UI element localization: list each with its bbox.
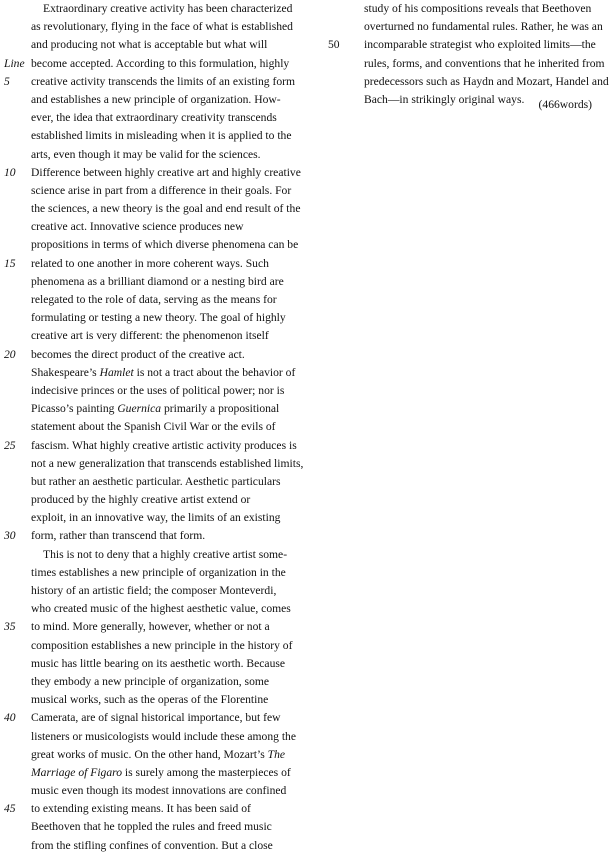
line-text-run: related to one another in more coherent ways. Such: [31, 256, 269, 270]
line-text-run: form, rather than transcend that form.: [31, 529, 206, 543]
passage-line: [0, 782, 330, 800]
line-text: [31, 255, 269, 273]
line-text-run: overturned no fundamental rules. Rather, he was an: [364, 20, 603, 34]
line-text-run: science arise in part from a difference in their goals. For: [31, 183, 292, 197]
line-text: [31, 637, 292, 655]
line-text-run: not a new generalization that transcends established limits,: [31, 456, 304, 470]
passage-line: [0, 309, 330, 327]
word-count: (466words): [538, 98, 592, 111]
line-text-run: incomparable strategist who exploited limits—the: [364, 38, 596, 52]
italic-title: Guernica: [117, 402, 162, 416]
line-text-run: Beethoven that he toppled the rules and freed music: [31, 820, 272, 834]
line-text: [31, 18, 293, 36]
line-text: [31, 291, 277, 309]
passage-line: [0, 600, 330, 618]
line-text-run: Shakespeare’s: [31, 365, 100, 379]
line-text: [31, 218, 243, 236]
line-text-run: is not a tract about the behavior of: [133, 365, 296, 379]
line-text: [364, 0, 591, 18]
passage-line: [0, 582, 330, 600]
line-text: [31, 109, 277, 127]
line-text-run: but rather an aesthetic particular. Aesthetic particulars: [31, 474, 281, 488]
passage-line: [0, 764, 330, 782]
passage-line: [0, 637, 330, 655]
line-text: [31, 600, 291, 618]
line-text-run: as revolutionary, flying in the face of what is established: [31, 20, 293, 34]
passage-line: [0, 655, 330, 673]
line-text-run: history of an artistic field; the composer Monteverdi,: [31, 584, 277, 597]
passage-line: [0, 546, 330, 564]
passage-line: [0, 327, 330, 345]
line-text: [31, 200, 300, 218]
line-text-run: Extraordinary creative activity has been characterized: [43, 2, 293, 15]
passage-line: [0, 473, 330, 491]
line-text: [364, 36, 596, 54]
passage-line: [0, 418, 330, 436]
passage-line: [0, 564, 330, 582]
line-text: [31, 655, 285, 673]
passage-line: [0, 673, 330, 691]
line-number: 5: [4, 74, 10, 88]
passage-line: [0, 291, 330, 309]
passage-line: [0, 346, 330, 364]
line-text: [31, 327, 269, 345]
line-text: [31, 400, 279, 418]
passage-line: [0, 182, 330, 200]
line-text: [31, 346, 245, 364]
line-text: [31, 527, 205, 545]
line-text-run: become accepted. According to this formulation, highly: [31, 56, 290, 70]
passage-line: [0, 382, 330, 400]
line-text-run: rules, forms, and conventions that he inherited from: [364, 56, 605, 70]
line-text: [31, 764, 291, 782]
passage-line: [322, 55, 616, 73]
passage-line: [0, 127, 330, 145]
line-text-run: great works of music. On the other hand, Mozart’s: [31, 747, 268, 761]
line-text: [31, 36, 267, 54]
line-text: [31, 127, 292, 145]
line-text: [31, 418, 276, 436]
passage-line: [322, 18, 616, 36]
passage-line: [0, 18, 330, 36]
passage-line: [0, 837, 330, 855]
passage-line: [0, 255, 330, 273]
line-text: [31, 309, 286, 327]
line-text: [31, 691, 268, 709]
line-number: 40: [4, 711, 16, 725]
line-text-run: creative activity transcends the limits of an existing form: [31, 74, 296, 88]
line-text: [31, 546, 287, 564]
passage-line: [322, 0, 616, 18]
line-text-run: and producing not what is acceptable but what will: [31, 38, 268, 52]
line-text-run: predecessors such as Haydn and Mozart, Handel and: [364, 74, 609, 88]
line-text: [31, 236, 298, 254]
line-text-run: arts, even though it may be valid for the sciences.: [31, 147, 261, 161]
line-text-run: Camerata, are of signal historical importance, but few: [31, 711, 281, 725]
passage-line: [0, 36, 330, 54]
line-text-run: is surely among the masterpieces of: [122, 765, 291, 779]
passage-line: [0, 800, 330, 818]
line-number: 10: [4, 165, 16, 179]
line-text-run: creative act. Innovative science produces new: [31, 220, 244, 234]
line-text: [31, 491, 250, 509]
line-text: [31, 182, 291, 200]
line-text: [31, 91, 281, 109]
line-text: [31, 437, 297, 455]
line-text: [31, 455, 303, 473]
line-text-run: and establishes a new principle of organization. How-: [31, 92, 281, 106]
passage-line: [0, 728, 330, 746]
line-text-run: fascism. What highly creative artistic activity produces is: [31, 438, 297, 452]
line-number: 25: [4, 438, 16, 452]
line-text-run: exploit, in an innovative way, the limits of an existing: [31, 511, 281, 525]
line-text-run: propositions in terms of which diverse phenomena can be: [31, 238, 299, 252]
passage-line: [0, 364, 330, 382]
line-text: [364, 73, 609, 91]
line-text-run: formulating or testing a new theory. The goal of highly: [31, 311, 286, 325]
line-text: [31, 146, 261, 164]
line-text-run: creative art is very different: the phenomenon itself: [31, 329, 269, 343]
line-text-run: they embody a new principle of organization, some: [31, 674, 270, 688]
line-text: [31, 382, 284, 400]
passage-line: [0, 709, 330, 727]
line-text-run: from the stifling confines of convention. But a close: [31, 838, 273, 852]
passage-line: [0, 527, 330, 545]
passage-line: [0, 164, 330, 182]
line-text-run: produced by the highly creative artist extend or: [31, 493, 251, 507]
line-number: 35: [4, 620, 16, 634]
line-text-run: statement about the Spanish Civil War or the evils of: [31, 420, 276, 434]
passage-line: [0, 818, 330, 836]
line-text: [31, 509, 280, 527]
passage-line: [0, 509, 330, 527]
line-text-run: primarily a propositional: [161, 402, 280, 416]
line-number: 20: [4, 347, 16, 361]
line-text: [31, 582, 276, 600]
line-text: [31, 473, 280, 491]
passage-line: [0, 618, 330, 636]
line-text: [31, 55, 289, 73]
passage-line: [0, 273, 330, 291]
line-label: Line: [4, 56, 25, 70]
line-text-run: ever, the idea that extraordinary creativity transcends: [31, 111, 277, 125]
italic-title: Marriage of Figaro: [31, 765, 123, 779]
line-text: [31, 782, 286, 800]
line-text-run: times establishes a new principle of organization in the: [31, 565, 286, 579]
line-text-run: who created music of the highest aesthetic value, comes: [31, 602, 291, 616]
passage-line: [0, 691, 330, 709]
line-text: [31, 0, 292, 18]
line-text: [31, 709, 281, 727]
line-text-run: the sciences, a new theory is the goal and end result of the: [31, 202, 301, 216]
line-text: [31, 618, 270, 636]
line-text-run: Bach—in strikingly original ways.: [364, 92, 525, 106]
passage-line: [0, 400, 330, 418]
line-number: 15: [4, 256, 16, 270]
line-text-run: established limits in misleading when it is applied to the: [31, 129, 292, 143]
line-text-run: relegated to the role of data, serving as the means for: [31, 293, 277, 306]
line-text: [31, 164, 301, 182]
line-text: [31, 564, 286, 582]
passage-line: [0, 437, 330, 455]
line-text-run: This is not to deny that a highly creative artist some-: [43, 547, 288, 561]
line-text: [31, 673, 269, 691]
line-text-run: musical works, such as the operas of the Florentine: [31, 693, 269, 707]
passage-line: [0, 200, 330, 218]
line-number: 45: [4, 802, 16, 816]
line-text: [364, 18, 603, 36]
line-text: [31, 818, 272, 836]
line-text: [31, 73, 295, 91]
passage-line: [322, 73, 616, 91]
passage-line: [0, 109, 330, 127]
passage-line: [0, 455, 330, 473]
line-text: [31, 746, 285, 764]
line-text-run: becomes the direct product of the creative act.: [31, 347, 245, 361]
line-text-run: composition establishes a new principle in the history of: [31, 638, 293, 652]
line-text: [31, 273, 284, 291]
line-text-run: to extending existing means. It has been said of: [31, 802, 251, 816]
passage-right-column: [322, 0, 616, 109]
line-text: [31, 728, 296, 746]
line-number: 50: [328, 38, 340, 52]
line-text-run: phenomena as a brilliant diamond or a nesting bird are: [31, 274, 284, 288]
line-text-run: to mind. More generally, however, whether or not a: [31, 620, 270, 634]
italic-title: Hamlet: [99, 365, 134, 379]
line-text: [31, 837, 273, 855]
line-text-run: music has little bearing on its aesthetic worth. Because: [31, 656, 286, 670]
passage-line: [0, 91, 330, 109]
word-count-row: [322, 96, 616, 114]
italic-title: The: [267, 747, 286, 761]
passage-line: [0, 0, 330, 18]
passage-line: [0, 236, 330, 254]
line-text-run: Picasso’s painting: [31, 402, 118, 416]
line-text-run: listeners or musicologists would include these among the: [31, 729, 297, 743]
line-text-run: indecisive princes or the uses of political power; nor is: [31, 383, 285, 397]
passage-line: [0, 73, 330, 91]
passage-line: [0, 55, 330, 73]
line-text: [31, 800, 251, 818]
line-text-run: music even though its modest innovations are confined: [31, 784, 287, 798]
line-number: 30: [4, 529, 16, 543]
passage-line: [322, 36, 616, 54]
passage-line: [0, 218, 330, 236]
passage-line: [0, 491, 330, 509]
line-text-run: Difference between highly creative art and highly creative: [31, 165, 301, 179]
line-text: [364, 55, 605, 73]
line-text: [31, 364, 295, 382]
passage-line: [0, 146, 330, 164]
line-text-run: study of his compositions reveals that Beethoven: [364, 2, 592, 15]
passage-line: [0, 746, 330, 764]
